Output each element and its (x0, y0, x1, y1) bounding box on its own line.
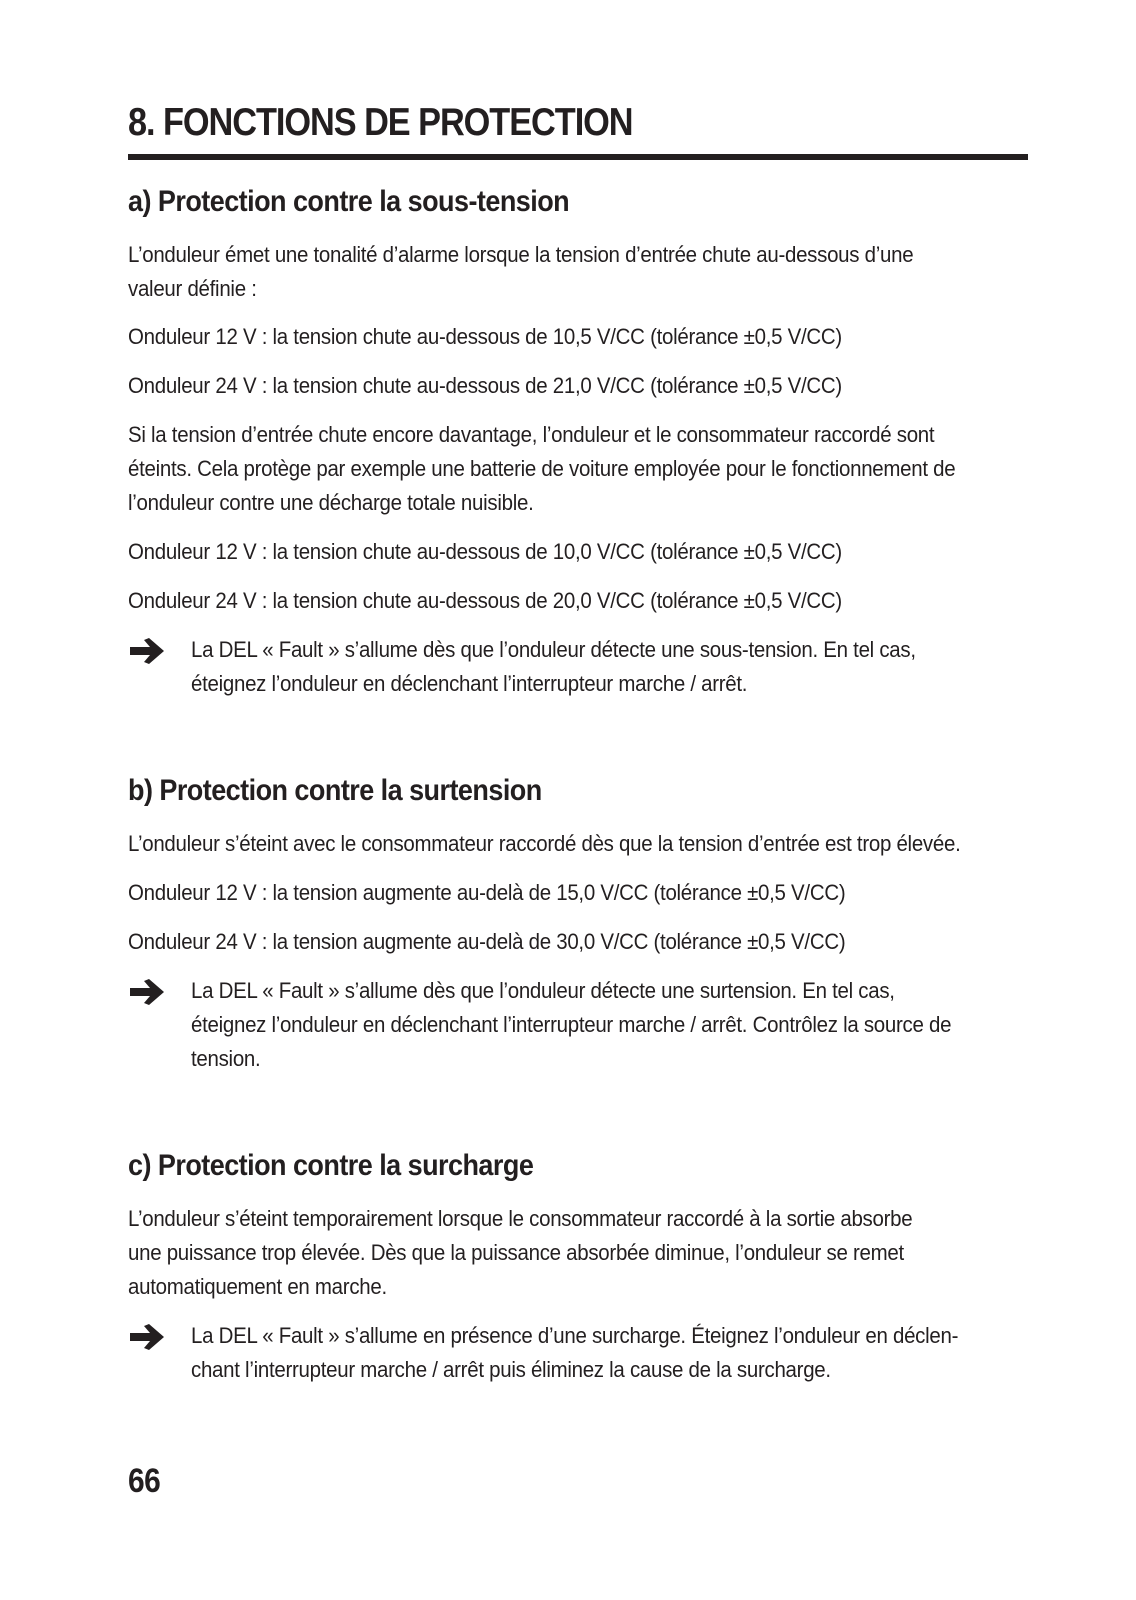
paragraph: L’onduleur émet une tonalité d’alarme lorsque la tension d’entrée chute au-dessous d’une valeur définie : (128, 242, 914, 301)
paragraph: Si la tension d’entrée chute encore davantage, l’onduleur et le consommateur raccordé sont éteints. Cela protège par exemple une batterie de voiture employée pour le fonctionnement de l’onduleur contre une décharge totale nuisible. (128, 422, 956, 515)
paragraph: L’onduleur s’éteint temporairement lorsque le consommateur raccordé à la sortie absorbe une puissance trop élevée. Dès que la puissance absorbée diminue, l’onduleur se remet automatiquement en marche. (128, 1206, 913, 1299)
note-text: La DEL « Fault » s’allume dès que l’onduleur détecte une sous-tension. En tel cas, éteignez l’onduleur en déclenchant l’interrupteur marche / arrêt. (191, 637, 916, 696)
chapter-title: 8. FONCTIONS DE PROTECTION (128, 101, 633, 144)
section-overload (128, 1146, 1028, 1387)
arrow-right-icon (128, 637, 166, 665)
section-title: b) Protection contre la surtension (128, 774, 542, 807)
paragraph: Onduleur 24 V : la tension chute au-dessous de 20,0 V/CC (tolérance ±0,5 V/CC) (128, 588, 842, 613)
note (128, 1319, 1028, 1387)
note (128, 974, 1028, 1076)
document-page (128, 96, 1028, 1387)
paragraph: Onduleur 24 V : la tension augmente au-delà de 30,0 V/CC (tolérance ±0,5 V/CC) (128, 929, 846, 954)
paragraph: Onduleur 24 V : la tension chute au-dessous de 21,0 V/CC (tolérance ±0,5 V/CC) (128, 373, 842, 398)
paragraph: Onduleur 12 V : la tension chute au-dessous de 10,0 V/CC (tolérance ±0,5 V/CC) (128, 539, 842, 564)
chapter-divider (128, 154, 1028, 160)
paragraph: Onduleur 12 V : la tension chute au-dessous de 10,5 V/CC (tolérance ±0,5 V/CC) (128, 324, 842, 349)
section-undervoltage (128, 182, 1028, 701)
arrow-right-icon (128, 1323, 166, 1351)
page-number: 66 (128, 1462, 161, 1500)
paragraph: L’onduleur s’éteint avec le consommateur raccordé dès que la tension d’entrée est trop élevée. (128, 831, 961, 856)
note-text: La DEL « Fault » s’allume dès que l’onduleur détecte une surtension. En tel cas, éteignez l’onduleur en déclenchant l’interrupteur marche / arrêt. Contrôlez la source de tension. (191, 978, 952, 1071)
section-title: c) Protection contre la surcharge (128, 1149, 534, 1182)
note-text: La DEL « Fault » s’allume en présence d’une surcharge. Éteignez l’onduleur en déclen- chant l’interrupteur marche / arrêt puis éliminez la cause de la surcharge. (191, 1323, 959, 1382)
note (128, 633, 1028, 701)
paragraph: Onduleur 12 V : la tension augmente au-delà de 15,0 V/CC (tolérance ±0,5 V/CC) (128, 880, 846, 905)
section-title: a) Protection contre la sous-tension (128, 185, 570, 218)
section-overvoltage (128, 771, 1028, 1076)
arrow-right-icon (128, 978, 166, 1006)
